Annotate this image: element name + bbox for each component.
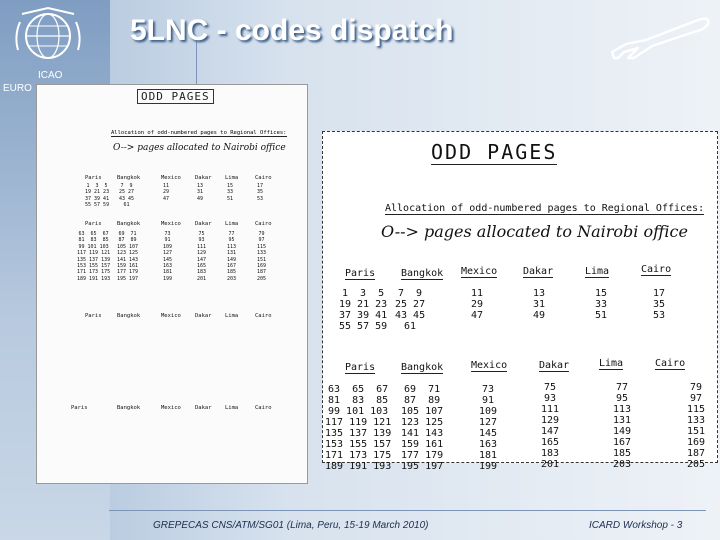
office-header: Cairo [641,264,672,275]
handwritten-note: O--> pages allocated to Nairobi office [381,222,688,241]
office-header: Lima [599,358,624,369]
office-header: Bangkok [401,268,444,279]
handwritten-note-small: O--> pages allocated to Nairobi office [113,143,286,153]
office-header: Mexico [471,360,508,371]
office-header: Bangkok [117,405,141,411]
page-column: 63 65 67 81 83 85 99 101 103 117 119 121 135 137 139 153 155 157 171 173 175 189 191 193 [77,231,111,282]
footer-divider [109,510,706,511]
page-column: 1 3 5 19 21 23 37 39 41 55 57 59 [85,183,110,209]
page-column: 15 33 51 [227,183,234,202]
office-header: Mexico [161,405,181,411]
page-column-mexico: 73 91 109 127 145 163 181 199 [479,384,498,472]
office-header: Lima [225,405,239,411]
office-header: Bangkok [401,362,444,373]
scanned-document-zoom [322,131,718,472]
office-header: Dakar [195,221,212,227]
office-header: Mexico [161,313,181,319]
footer-page-label: ICARD Workshop - 3 [589,520,683,531]
page-column-bangkok: 69 71 87 89 105 107 123 125 141 143 159 161 177 179 195 197 [401,384,444,472]
office-header: Mexico [161,221,181,227]
org-label: ICAO [38,70,63,81]
page-column-lima: 15 33 51 [595,288,608,321]
office-header: Paris [85,221,102,227]
office-header: Dakar [539,360,570,371]
page-column-dakar: 13 31 49 [533,288,546,321]
office-header: Bangkok [117,221,141,227]
footer-meeting: GREPECAS CNS/ATM/SG01 (Lima, Peru, 15-19 March 2010) [153,520,429,531]
page-column-dakar: 75 93 111 129 147 165 183 201 [541,382,560,470]
page-column: 75 93 111 129 147 165 183 201 [197,231,207,282]
page-column-lima: 77 95 113 131 149 167 185 203 [613,382,632,470]
page-column-cairo: 79 97 115 133 151 169 187 205 [687,382,706,470]
office-header: Bangkok [117,175,141,181]
region-label: EURO [3,83,32,94]
office-header: Paris [85,175,102,181]
office-header: Paris [85,313,102,319]
page-column-paris: 1 3 5 19 21 23 37 39 41 55 57 59 [339,288,388,332]
doc-heading: ODD PAGES [431,140,558,164]
office-header: Cairo [255,221,272,227]
page-column: 7 9 25 27 43 45 61 [119,183,135,209]
office-header: Cairo [655,358,686,369]
office-header: Dakar [195,313,212,319]
office-header: Cairo [255,405,272,411]
page-column: 13 31 49 [197,183,204,202]
page-column-paris: 63 65 67 81 83 85 99 101 103 117 119 121 135 137 139 153 155 157 171 173 175 189 191 193 [325,384,392,472]
office-header: Bangkok [117,313,141,319]
page-column: 69 71 87 89 105 107 123 125 141 143 159 161 177 179 195 197 [117,231,139,282]
page-column-mexico: 11 29 47 [471,288,484,321]
allocation-label: Allocation of odd-numbered pages to Regional Offices: [385,203,705,214]
office-header: Paris [345,268,376,279]
icao-emblem-icon [12,6,84,68]
page-column: 17 35 53 [257,183,264,202]
office-header: Lima [225,175,239,181]
slide-title: 5LNC - codes dispatch [130,14,454,47]
office-header: Lima [225,221,239,227]
scanned-document-overview [36,84,308,484]
office-header: Dakar [195,175,212,181]
page-column-bangkok: 7 9 25 27 43 45 61 [395,288,426,332]
page-column: 77 95 113 131 149 167 185 203 [227,231,237,282]
office-header: Paris [71,405,88,411]
page-column: 11 29 47 [163,183,170,202]
office-header: Cairo [255,175,272,181]
office-header: Lima [585,266,610,277]
doc-heading-small: ODD PAGES [137,89,214,104]
office-header: Mexico [161,175,181,181]
office-header: Dakar [195,405,212,411]
office-header: Cairo [255,313,272,319]
airplane-icon [606,12,714,62]
page-column: 79 97 115 133 151 169 187 205 [257,231,267,282]
office-header: Dakar [523,266,554,277]
allocation-label-small: Allocation of odd-numbered pages to Regional Offices: [111,130,287,136]
office-header: Paris [345,362,376,373]
page-column-cairo: 17 35 53 [653,288,666,321]
office-header: Lima [225,313,239,319]
page-column: 73 91 109 127 145 163 181 199 [163,231,173,282]
office-header: Mexico [461,266,498,277]
